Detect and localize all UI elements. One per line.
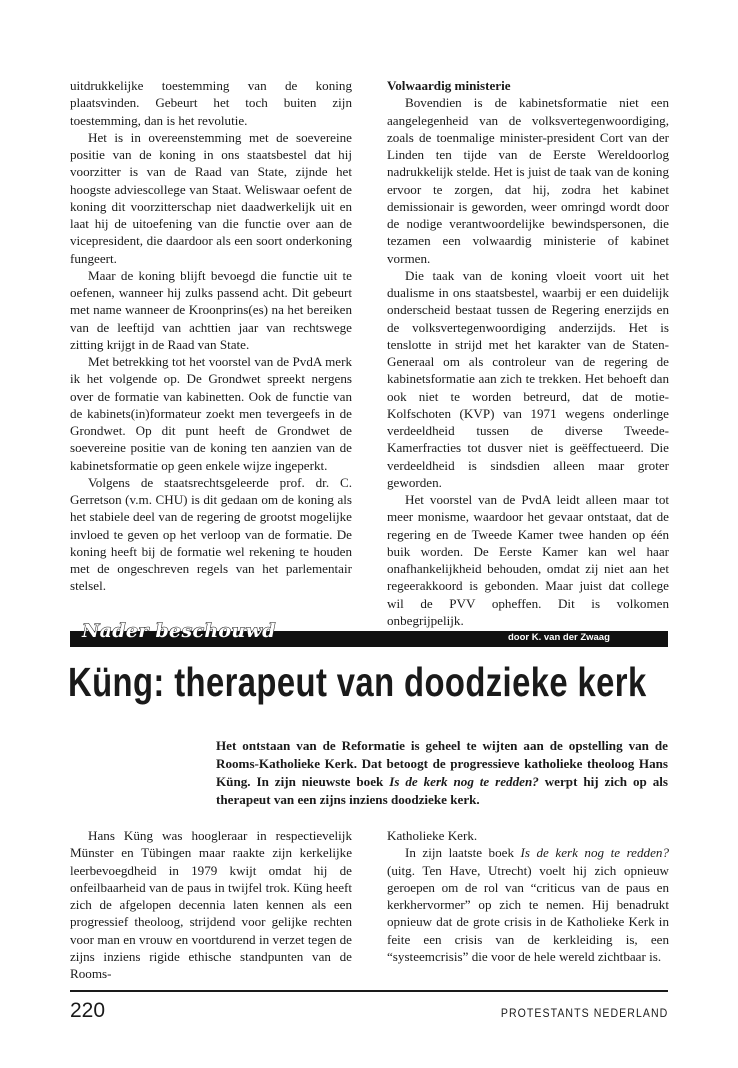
intro-book-title: Is de kerk nog te redden? (389, 774, 539, 789)
footer-rule (70, 990, 668, 992)
intro-text: Het ontstaan van de Reformatie is geheel te wijten aan de opstelling van de Rooms-Katholieke Kerk. Dat betoogt de progressieve katholieke theoloog Hans Küng. In zijn nieuwste boek (216, 738, 668, 789)
book-title: Is de kerk nog te redden? (520, 845, 669, 861)
paragraph: uitdrukkelijke toestemming van de koning plaatsvinden. Gebeurt het toch buiten zijn toestemming, dan is het revolutie. (70, 78, 352, 128)
paragraph-text-end: (uitg. Ten Have, Utrecht) voelt hij zich opnieuw geroepen om de rol van “criticus van de paus en kerkhervormer” op zich te nemen. Hij benadrukt opnieuw dat de grote crisis in de Katholieke Kerk in feite een crisis van de kerkleiding is, een “systeemcrisis” die voor de hele wereld zichtbaar is. (387, 862, 669, 964)
paragraph: Het voorstel van de PvdA leidt alleen maar tot meer monisme, waardoor het gevaar ontstaat, dat de regering en de Tweede Kamer twee handen op één buik worden. De Eerste Kamer kan wel haar onafhankelijkheid behouden, omdat zij niet aan het regeerakkoord is gebonden. Maar juist dat college wil de PVV opheffen. Dit is volkomen onbegrijpelijk. (387, 492, 669, 628)
paragraph: Volgens de staatsrechtsgeleerde prof. dr. C. Gerretson (v.m. CHU) is dit gedaan om de koning als het stabiele deel van de regering de grootst mogelijke invloed te geven op het verloop van de formatie. De koning heeft bij de formatie wel rekening te houden met de ongeschreven regels van het parlementair stelsel. (70, 474, 352, 594)
paragraph (387, 844, 669, 965)
journal-name: PROTESTANTS NEDERLAND (500, 1006, 668, 1020)
intro-text-end: werpt hij zich op als therapeut van een zijns inziens doodzieke kerk. (216, 774, 668, 807)
section-label: Nader beschouwd (82, 620, 276, 642)
paragraph: Het is in overeenstemming met de soevereine positie van de koning in ons staatsbestel dat hij voorzitter is van de Raad van State, zijnde het hoogste adviescollege van Staat. Weliswaar oefent de koning dit voorzitterschap niet daadwerkelijk uit en laat hij de uitoefening van die functie over aan de vicepresident, die daardoor als een soort onderkoning fungeert. (70, 129, 352, 266)
subheading: Volwaardig ministerie (387, 78, 511, 93)
paragraph-text: In zijn laatste boek (405, 845, 521, 861)
paragraph: Maar de koning blijft bevoegd die functie uit te oefenen, wanneer hij zulks passend acht. Dit gebeurt met name wanneer de Kroonprins(es) na het bereiken van de leeftijd van achttien jaar van rechtswege zitting krijgt in de Raad van State. (70, 267, 352, 352)
paragraph: Die taak van de koning vloeit voort uit het dualisme in ons staatsbestel, waarbij er een duidelijk onderscheid bestaat tussen de Regering enerzijds en de volksvertegenwoordiging anderzijds. Het is tenslotte in strijd met het karakter van de Staten-Generaal om als controleur van de regering de kabinetsformatie aan zich te trekken. Het behoeft dan ook niet te worden betreurd, dat de motie-Kolfschoten (KVP) van 1971 wegens onderlinge verdeeldheid tussen de diverse Tweede-Kamerfracties tot dusver niet is geëffectueerd. Die verdeeldheid is sindsdien alleen maar groter geworden. (387, 267, 669, 490)
paragraph: Hans Küng was hoogleraar in respectievelijk Münster en Tübingen maar raakte zijn kerkelijke leerbevoegdheid in 1979 kwijt omdat hij de onfeilbaarheid van de paus in twijfel trok. Küng heeft zich de afgelopen decennia laten kennen als een progressief theoloog, strijdend voor gelijke rechten voor man en vrouw en voortdurend in verzet tegen de zijns inziens rigide ethische standpunten van de Rooms- (70, 828, 352, 981)
bottom-right-column (387, 827, 669, 965)
top-left-column (70, 77, 352, 595)
paragraph: Bovendien is de kabinetsformatie niet een aangelegenheid van de volksvertegenwoordiging, zoals de toenmalige minister-president Cort van der Linden ten tijde van de Eerste Wereldoorlog nadrukkelijk stelde. Het is juist de taak van de koning ervoor te zorgen, dat hij, zodra het kabinet demissionair is geworden, weer omringd wordt door de nodige verantwoordelijke bewindspersonen, die tezamen een volwaardig ministerie of kabinet vormen. (387, 95, 669, 266)
top-right-column (387, 77, 669, 629)
paragraph: Met betrekking tot het voorstel van de PvdA merk ik het volgende op. De Grondwet spreekt nergens over de formatie van kabinetten. Ook de functie van de kabinets(in)formateur zoekt men tevergeefs in de Grondwet. Op dit punt heeft de Grondwet de soevereine positie van de koning ten aanzien van de kabinetsformatie op geen enkele wijze ingeperkt. (70, 354, 352, 473)
paragraph-continuation: Katholieke Kerk. (387, 828, 478, 843)
article-intro (216, 737, 668, 809)
byline: door K. van der Zwaag (508, 632, 610, 643)
page-number: 220 (70, 999, 106, 1022)
bottom-left-column (70, 827, 352, 982)
headline: Küng: therapeut van doodzieke kerk (68, 659, 647, 705)
